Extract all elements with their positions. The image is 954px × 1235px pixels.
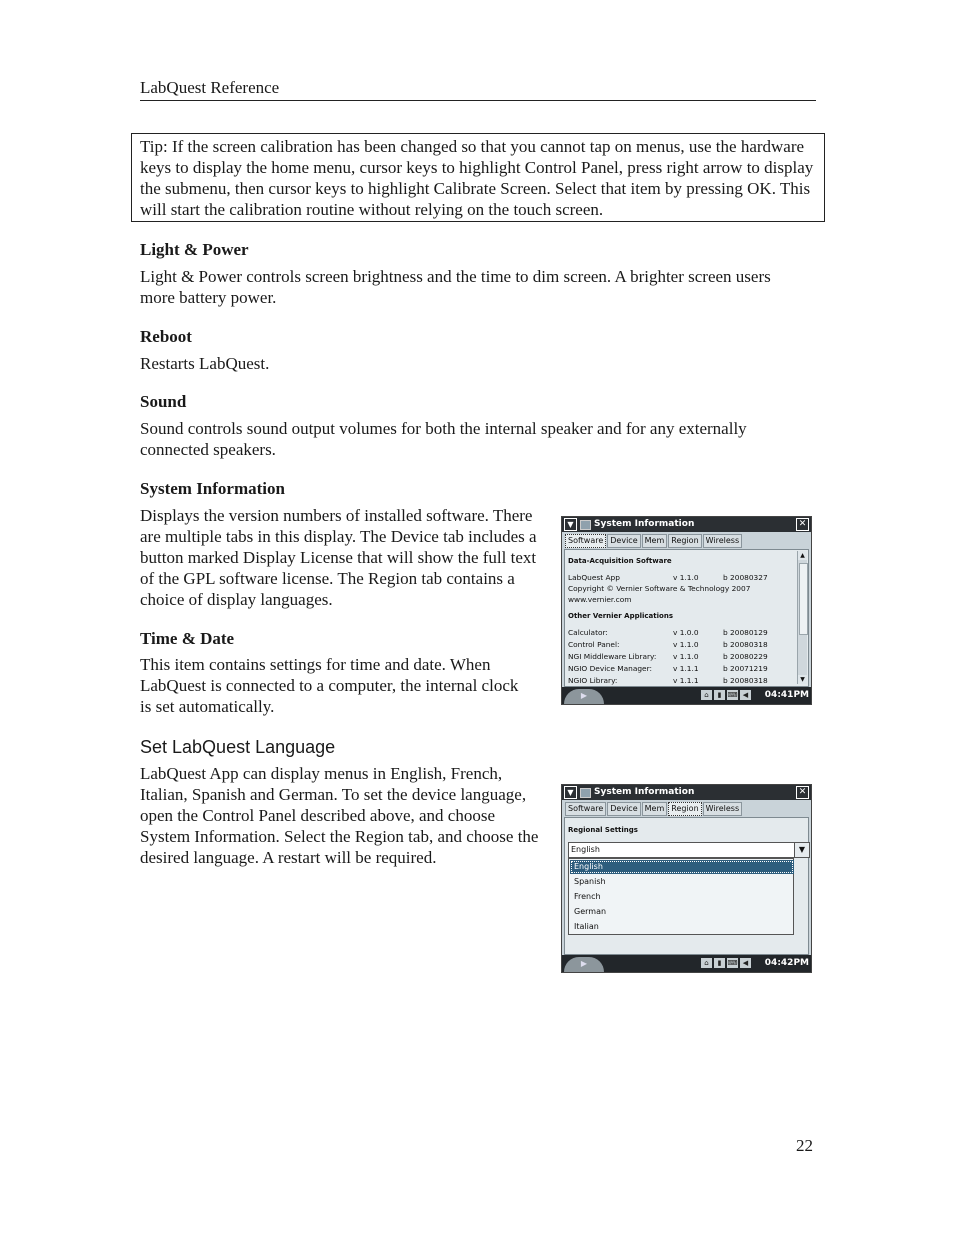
heading-light-power: Light & Power (140, 240, 249, 259)
running-header: LabQuest Reference (140, 78, 280, 97)
chevron-down-icon[interactable]: ▼ (564, 518, 577, 531)
app-version: v 1.1.1 (673, 676, 699, 685)
chevron-down-icon[interactable]: ▼ (794, 842, 810, 858)
scroll-thumb[interactable] (799, 563, 808, 635)
heading-system-information: System Information (140, 479, 285, 498)
app-name: NGIO Library: (568, 676, 618, 685)
tab-wireless[interactable]: Wireless (703, 534, 742, 548)
app-build: b 20080327 (723, 573, 768, 582)
time-date-text: This item contains settings for time and date. When LabQuest is connected to a computer, the internal clock is set automatically. (140, 655, 519, 716)
set-language-text: LabQuest App can display menus in English, French, Italian, Spanish and German. To set the device language, open the Control Panel described above, and choose System Information. Select the Region tab, and choose the desired language. A restart will be required. (140, 764, 539, 867)
language-select[interactable]: English (568, 842, 796, 858)
keyboard-icon[interactable]: ⌨ (727, 959, 738, 967)
option-german[interactable]: German (574, 907, 607, 916)
header-rule (140, 100, 816, 101)
tab-software[interactable]: Software (565, 802, 606, 816)
home-icon[interactable]: ⌂ (701, 690, 712, 700)
taskbar (562, 687, 811, 704)
heading-time-date: Time & Date (140, 629, 235, 648)
option-english[interactable]: English (570, 860, 794, 874)
app-build: b 20071219 (723, 664, 768, 673)
light-power-text: Light & Power controls screen brightness and the time to dim screen. A brighter screen users more battery power. (140, 267, 771, 307)
list-item (568, 676, 794, 687)
other-apps-heading: Other Vernier Applications (568, 612, 673, 620)
window-icon (580, 788, 591, 798)
option-spanish[interactable]: Spanish (574, 877, 606, 886)
window-icon (580, 520, 591, 530)
option-french[interactable]: French (574, 892, 601, 901)
play-icon[interactable]: ▶ (564, 689, 604, 704)
app-name: NGI Middleware Library: (568, 652, 657, 661)
tab-software[interactable]: Software (565, 534, 606, 548)
window-titlebar (562, 517, 811, 532)
tab-wireless[interactable]: Wireless (703, 802, 742, 816)
battery-icon: ▮ (714, 690, 725, 700)
language-dropdown-list (568, 858, 794, 935)
window-title: System Information (594, 787, 695, 797)
keyboard-icon[interactable]: ⌨ (727, 691, 738, 699)
app-version: v 1.1.0 (673, 640, 699, 649)
copyright-text: Copyright © Vernier Software & Technology 2007 (568, 584, 751, 593)
speaker-icon[interactable]: ◀ (740, 958, 751, 968)
page-number: 22 (796, 1136, 813, 1155)
scrollbar[interactable] (797, 551, 807, 684)
clock: 04:42PM (764, 958, 809, 968)
system-information-text: Displays the version numbers of installed software. There are multiple tabs in this display. The Device tab includes a button marked Display License that will show the full text of the GPL software license. The Region tab contains a choice of display languages. (140, 506, 537, 609)
tab-region[interactable]: Region (668, 534, 701, 548)
close-icon[interactable]: ✕ (796, 786, 809, 799)
clock: 04:41PM (764, 690, 809, 700)
scroll-up-icon[interactable]: ▲ (798, 551, 807, 560)
list-item (568, 664, 794, 675)
close-icon[interactable]: ✕ (796, 518, 809, 531)
window-title: System Information (594, 519, 695, 529)
region-panel (564, 817, 809, 955)
tab-region[interactable]: Region (668, 802, 701, 816)
list-item (568, 628, 794, 639)
app-name: LabQuest App (568, 573, 620, 582)
list-item (568, 652, 794, 663)
heading-set-language: Set LabQuest Language (140, 737, 336, 757)
tab-device[interactable]: Device (607, 802, 640, 816)
play-icon[interactable]: ▶ (564, 957, 604, 972)
option-italian[interactable]: Italian (574, 922, 599, 931)
app-build: b 20080129 (723, 628, 768, 637)
tray-icons (701, 958, 751, 968)
app-name: Calculator: (568, 628, 608, 637)
heading-reboot: Reboot (140, 327, 192, 346)
window-titlebar (562, 785, 811, 800)
url-text: www.vernier.com (568, 595, 632, 604)
app-build: b 20080318 (723, 676, 768, 685)
software-panel (564, 549, 809, 687)
app-build: b 20080318 (723, 640, 768, 649)
screenshot-system-information-software (561, 516, 812, 705)
tab-bar (565, 534, 743, 548)
tab-mem[interactable]: Mem (642, 534, 668, 548)
tip-box: Tip: If the screen calibration has been changed so that you cannot tap on menus, use the hardware keys to display the home menu, cursor keys to highlight Control Panel, press right arrow to display the submenu, then cursor keys to highlight Calibrate Screen. Select that item by pressing OK. This will start the calibration routine without relying on the touch screen. (131, 133, 825, 222)
taskbar (562, 955, 811, 972)
battery-icon: ▮ (714, 958, 725, 968)
heading-sound: Sound (140, 392, 187, 411)
scroll-down-icon[interactable]: ▼ (798, 675, 807, 684)
regional-settings-heading: Regional Settings (568, 826, 638, 834)
screenshot-system-information-region (561, 784, 812, 973)
home-icon[interactable]: ⌂ (701, 958, 712, 968)
daq-heading: Data-Acquisition Software (568, 557, 672, 565)
app-build: b 20080229 (723, 652, 768, 661)
app-version: v 1.1.0 (673, 652, 699, 661)
app-version: v 1.1.0 (673, 573, 699, 582)
reboot-text: Restarts LabQuest. (140, 354, 270, 373)
list-item (568, 573, 794, 584)
app-version: v 1.0.0 (673, 628, 699, 637)
list-item (568, 640, 794, 651)
speaker-icon[interactable]: ◀ (740, 690, 751, 700)
sound-text: Sound controls sound output volumes for both the internal speaker and for any externally connected speakers. (140, 419, 747, 459)
tab-device[interactable]: Device (607, 534, 640, 548)
tab-bar (565, 802, 743, 816)
tab-mem[interactable]: Mem (642, 802, 668, 816)
app-version: v 1.1.1 (673, 664, 699, 673)
tray-icons (701, 690, 751, 700)
app-name: Control Panel: (568, 640, 620, 649)
app-name: NGIO Device Manager: (568, 664, 652, 673)
chevron-down-icon[interactable]: ▼ (564, 786, 577, 799)
